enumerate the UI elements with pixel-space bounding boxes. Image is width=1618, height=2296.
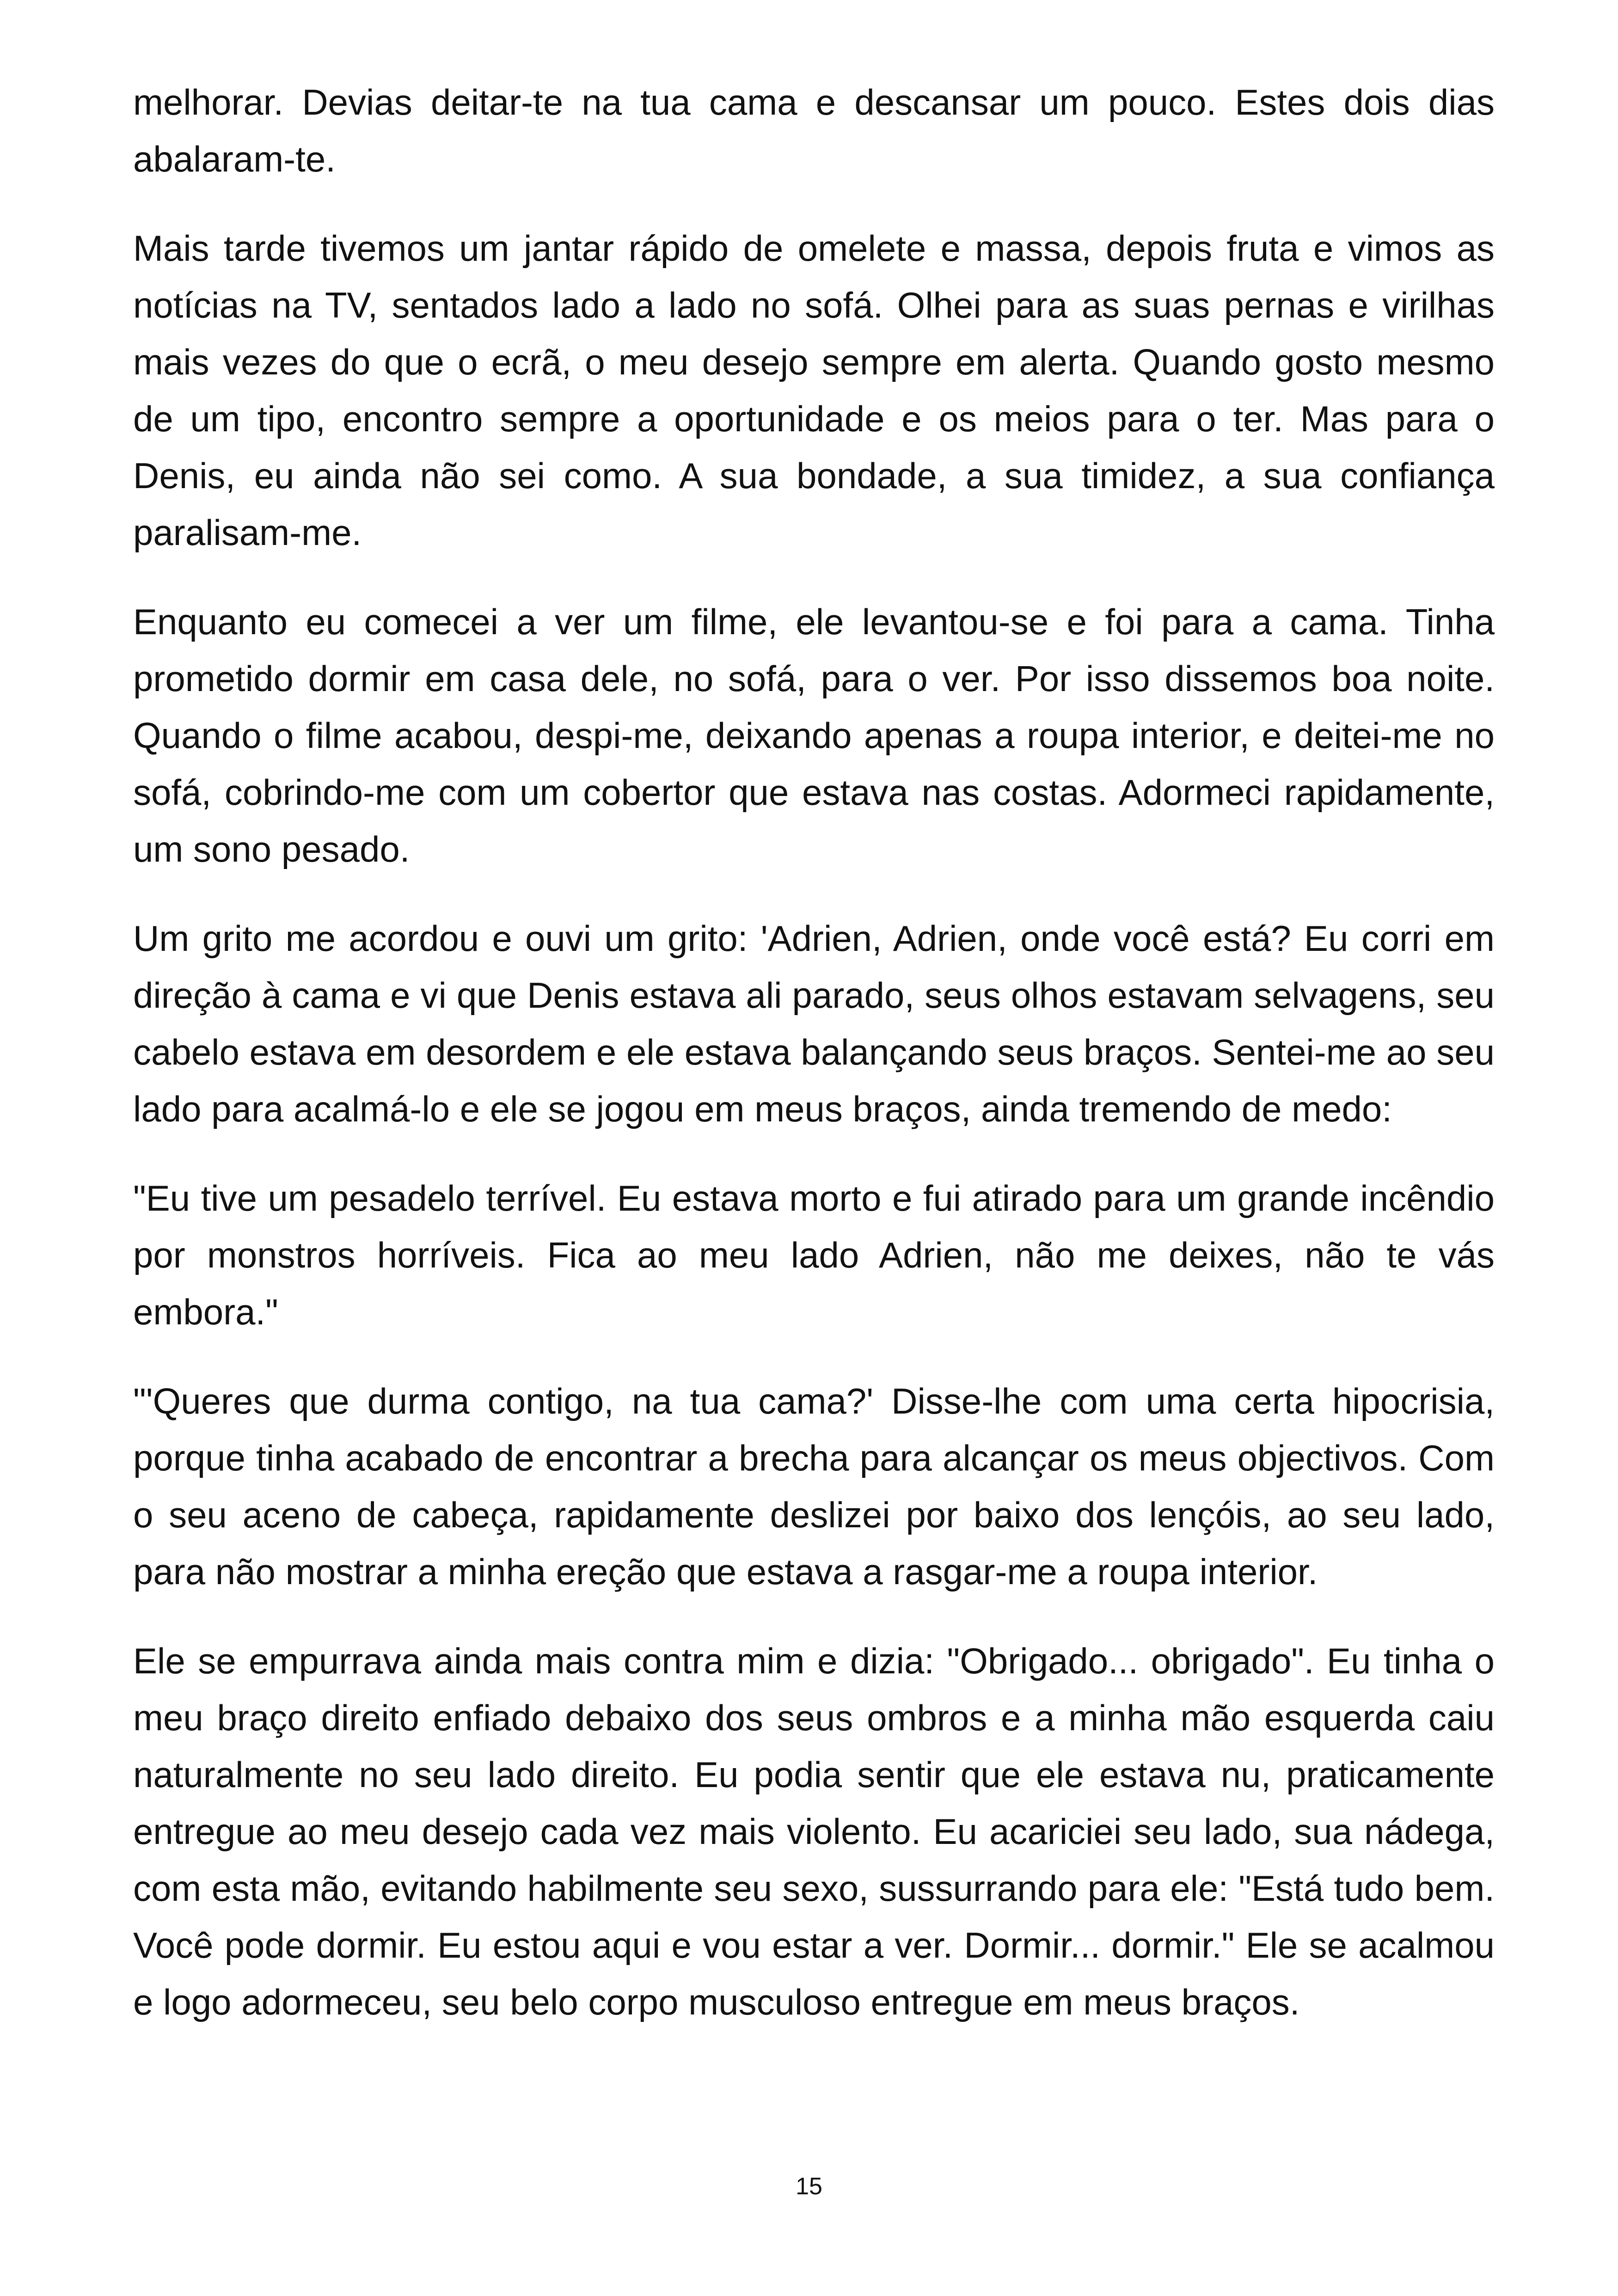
paragraph: Enquanto eu comecei a ver um filme, ele levantou-se e foi para a cama. Tinha prometido dormir em casa dele, no sofá, para o ver. Por isso dissemos boa noite. Quando o filme acabou, despi-me, deixando apenas a roupa interior, e deitei-me no sofá, cobrindo-me com um cobertor que estava nas costas. Adormeci rapidamente, um sono pesado. — [133, 601, 1495, 869]
paragraph: melhorar. Devias deitar-te na tua cama e descansar um pouco. Estes dois dias abalaram-te. — [133, 82, 1495, 179]
body-text — [133, 74, 1495, 2063]
paragraph: Ele se empurrava ainda mais contra mim e dizia: "Obrigado... obrigado". Eu tinha o meu braço direito enfiado debaixo dos seus ombros e a minha mão esquerda caiu naturalmente no seu lado direito. Eu podia sentir que ele estava nu, praticamente entregue ao meu desejo cada vez mais violento. Eu acariciei seu lado, sua nádega, com esta mão, evitando habilmente seu sexo, sussurrando para ele: "Está tudo bem. Você pode dormir. Eu estou aqui e vou estar a ver. Dormir... dormir." Ele se acalmou e logo adormeceu, seu belo corpo musculoso entregue em meus braços. — [133, 1641, 1495, 2022]
paragraph: "Eu tive um pesadelo terrível. Eu estava morto e fui atirado para um grande incêndio por monstros horríveis. Fica ao meu lado Adrien, não me deixes, não te vás embora." — [133, 1178, 1495, 1332]
paragraph: Mais tarde tivemos um jantar rápido de omelete e massa, depois fruta e vimos as notícias na TV, sentados lado a lado no sofá. Olhei para as suas pernas e virilhas mais vezes do que o ecrã, o meu desejo sempre em alerta. Quando gosto mesmo de um tipo, encontro sempre a oportunidade e os meios para o ter. Mas para o Denis, eu ainda não sei como. A sua bondade, a sua timidez, a sua confiança paralisam-me. — [133, 228, 1495, 553]
paragraph: "'Queres que durma contigo, na tua cama?' Disse-lhe com uma certa hipocrisia, porque tinha acabado de encontrar a brecha para alcançar os meus objectivos. Com o seu aceno de cabeça, rapidamente deslizei por baixo dos lençóis, ao seu lado, para não mostrar a minha ereção que estava a rasgar-me a roupa interior. — [133, 1381, 1495, 1592]
page-number: 15 — [796, 2173, 822, 2200]
paragraph: Um grito me acordou e ouvi um grito: 'Adrien, Adrien, onde você está? Eu corri em direção à cama e vi que Denis estava ali parado, seus olhos estavam selvagens, seu cabelo estava em desordem e ele estava balançando seus braços. Sentei-me ao seu lado para acalmá-lo e ele se jogou em meus braços, ainda tremendo de medo: — [133, 918, 1495, 1129]
